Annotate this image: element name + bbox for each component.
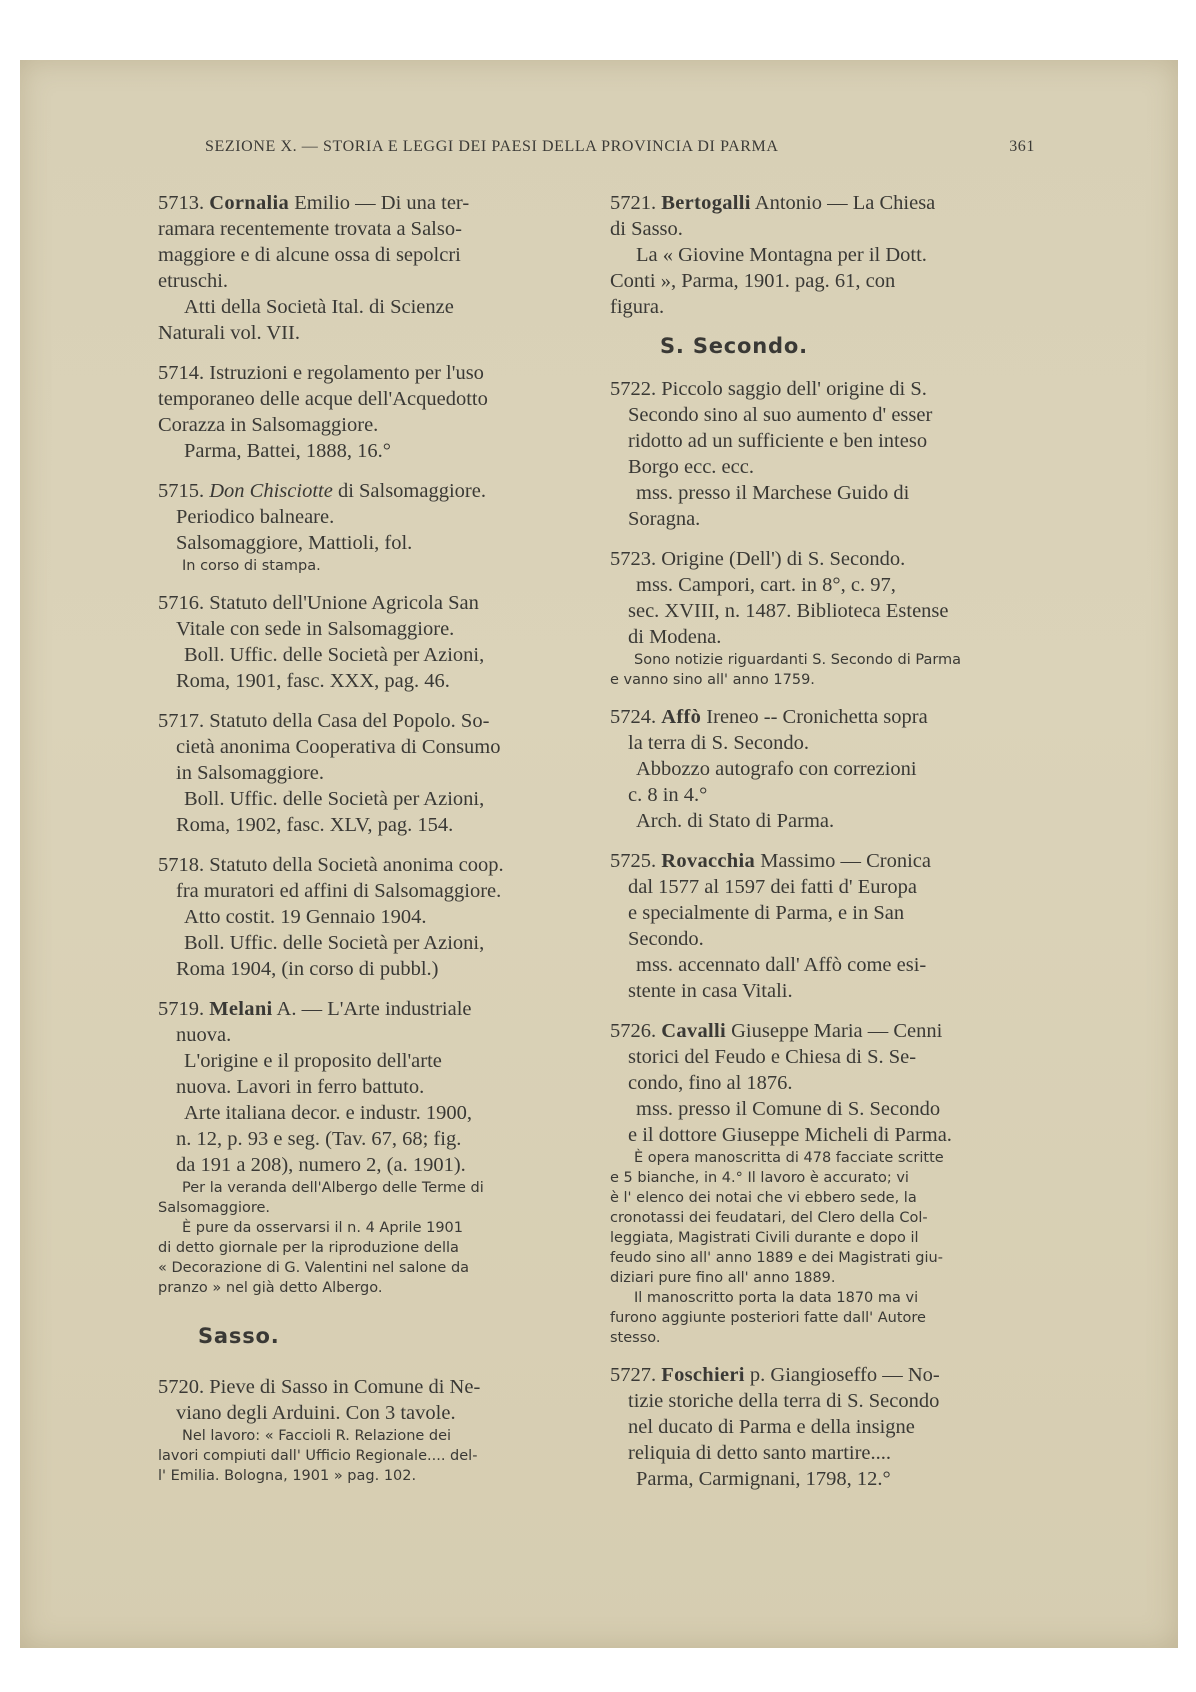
author-name: Cavalli <box>661 1020 726 1042</box>
entry-5719: 5719. Melani A. — L'Arte industriale nuova. L'origine e il proposito dell'arte nuova. Lavori in ferro battuto. Arte italiana decor. e industr. 1900, n. 12, p. 93 e seg. (Tav. 67, 68; fig. da 191 a 208), numero 2, (a. 1901). Per la veranda dell'Albergo delle Terme di Salsomaggiore. È pure da osservarsi il n. 4 Aprile 1901 di detto giornale per la riproduzione della « Decorazione di G. Valentini nel salone da pranzo » nel già detto Albergo. <box>158 996 588 1298</box>
author-name: Foschieri <box>661 1364 745 1386</box>
entry-note: Nel lavoro: « Faccioli R. Relazione dei <box>182 1428 452 1444</box>
entry-5725: 5725. Rovacchia Massimo — Cronica dal 1577 al 1597 dei fatti d' Europa e specialmente di Parma, e in San Secondo. mss. accennato dall' Affò come esi- stente in casa Vitali. <box>610 850 932 1002</box>
entry-5727: 5727. Foschieri p. Giangioseffo — No- tizie storiche della terra di S. Secondo nel ducato di Parma e della insigne reliquia di detto santo martire.... Parma, Carmignani, 1798, 12.° <box>610 1364 940 1490</box>
author-name: Affò <box>661 706 702 728</box>
entry-5721: 5721. Bertogalli Antonio — La Chiesa di Sasso. La « Giovine Montagna per il Dott. Conti », Parma, 1901. pag. 61, con figura. <box>610 192 936 318</box>
entry-5723: 5723. Origine (Dell') di S. Secondo. mss. Campori, cart. in 8°, c. 97, sec. XVIII, n. 1487. Biblioteca Estense di Modena. Sono notizie riguardanti S. Secondo di Parma e vanno sino all' anno 1759. <box>610 546 1035 690</box>
entry-5726: 5726. Cavalli Giuseppe Maria — Cenni storici del Feudo e Chiesa di S. Se- condo, fino al 1876. mss. presso il Comune di S. Secondo e il dottore Giuseppe Micheli di Parma. È opera manoscritta di 478 facciate scritte e 5 bianche, in 4.° Il lavoro è accurato; vi è l' elenco dei notai che vi ebbero sede, la cronotassi dei feudatari, del Clero della Col- leggiata, Magistrati Civili durante e dopo il feudo sino all' anno 1889 e dei Magistrati giu- diziari pure fino all' anno 1889. Il manoscritto porta la data 1870 ma vi furono aggiunte posteriori fatte dall' Autore stesso. <box>610 1018 1035 1348</box>
entry-5724: 5724. Affò Ireneo -- Cronichetta sopra la terra di S. Secondo. Abbozzo autografo con correzioni c. 8 in 4.° Arch. di Stato di Parma. <box>610 706 928 832</box>
entry-5717: 5717. Statuto della Casa del Popolo. So- cietà anonima Cooperativa di Consumo in Salsomaggiore. Boll. Uffic. delle Società per Azioni, Roma, 1902, fasc. XLV, pag. 154. <box>158 710 501 836</box>
section-title-sasso: Sasso. <box>198 1324 280 1348</box>
section-title-s-secondo: S. Secondo. <box>660 334 808 358</box>
author-name: Bertogalli <box>661 192 751 214</box>
page-header <box>205 138 1035 156</box>
entry-5714: 5714. Istruzioni e regolamento per l'uso temporaneo delle acque dell'Acquedotto Corazza in Salsomaggiore. Parma, Battei, 1888, 16.° <box>158 362 488 462</box>
entry-5722: 5722. Piccolo saggio dell' origine di S. Secondo sino al suo aumento d' esser ridotto ad un sufficiente e ben inteso Borgo ecc. ecc. mss. presso il Marchese Guido di Soragna. <box>610 378 933 530</box>
author-name: Melani <box>209 998 273 1020</box>
entry-note: In corso di stampa. <box>182 558 321 574</box>
entry-note: Sono notizie riguardanti S. Secondo di Parma <box>634 652 962 668</box>
right-column <box>610 190 1035 1506</box>
entry-5720: 5720. Pieve di Sasso in Comune di Ne- viano degli Arduini. Con 3 tavole. Nel lavoro: « Faccioli R. Relazione dei lavori compiuti dall' Ufficio Regionale.... del- l' Emilia. Bologna, 1901 » pag. 102. <box>158 1374 588 1486</box>
author-name: Cornalia <box>209 192 290 214</box>
entry-note: Per la veranda dell'Albergo delle Terme di <box>182 1180 484 1196</box>
page-number: 361 <box>1009 138 1035 155</box>
entry-note: È opera manoscritta di 478 facciate scritte <box>634 1150 944 1166</box>
running-title: SEZIONE X. — STORIA E LEGGI DEI PAESI DELLA PROVINCIA DI PARMA <box>205 138 779 155</box>
entry-5715: 5715. Don Chisciotte di Salsomaggiore. Periodico balneare. Salsomaggiore, Mattioli, fol. In corso di stampa. <box>158 478 588 576</box>
periodical-title: Don Chisciotte <box>209 480 333 502</box>
left-column <box>158 190 588 1500</box>
author-name: Rovacchia <box>661 850 756 872</box>
entry-5716: 5716. Statuto dell'Unione Agricola San Vitale con sede in Salsomaggiore. Boll. Uffic. delle Società per Azioni, Roma, 1901, fasc. XXX, pag. 46. <box>158 592 485 692</box>
entry-5713: 5713. Cornalia Emilio — Di una ter- ramara recentemente trovata a Salso- maggiore e di alcune ossa di sepolcri etruschi. Atti della Società Ital. di Scienze Naturali vol. VII. <box>158 192 470 344</box>
entry-5718: 5718. Statuto della Società anonima coop. fra muratori ed affini di Salsomaggiore. Atto costit. 19 Gennaio 1904. Boll. Uffic. delle Società per Azioni, Roma 1904, (in corso di pubbl.) <box>158 854 504 980</box>
